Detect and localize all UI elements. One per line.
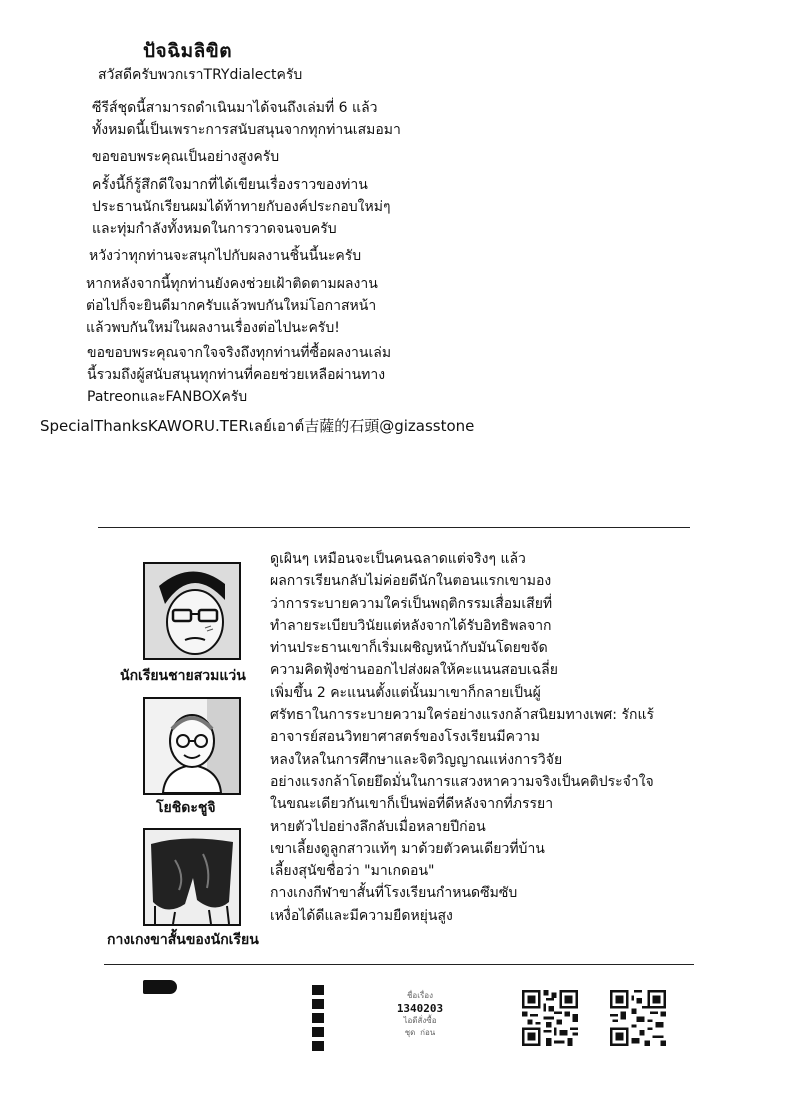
glasses-student-portrait-icon [143,562,241,660]
catalog-stamp: ชื่อเรื่อง 1340203 ไอดีสั่งซื้อ ชุด ก่อน [396,991,444,1037]
letter-paragraph-supporters: ขอขอบพระคุณจากใจจริงถึงทุกท่านที่ซื้อผลงานเล่ม นี้รวมถึงผู้สนับสนุนทุกท่านที่คอยช่วยเหลือผ่านทาง PatreonและFANBOXครับ [87,345,392,405]
redacted-mark [143,980,177,994]
section-divider-bottom [104,964,694,965]
character-caption: นักเรียนชายสวมแว่น [120,668,246,684]
letter-paragraph-story: ครั้งนี้ก็รู้สึกดีใจมากที่ได้เขียนเรื่องราวของท่าน ประธานนักเรียนผมได้ท้าทายกับองค์ประกอบใหม่ๆ และทุ่มกำลังทั้งหมดในการวาดจนจบครับ [92,177,391,237]
character-caption: กางเกงขาสั้นของนักเรียน [107,932,259,948]
letter-paragraph-gratitude: ขอขอบพระคุณเป็นอย่างสูงครับ [92,149,280,165]
vertical-barcode-icon [312,985,324,1055]
letter-paragraph-enjoy: หวังว่าทุกท่านจะสนุกไปกับผลงานชิ้นนี้นะครับ [89,248,362,264]
special-thanks-credit: SpecialThanksKAWORU.TERเลย์เอาต์吉薩的石頭@gizasstone [40,417,475,435]
qr-code-icon[interactable] [522,990,578,1046]
section-divider-top [98,527,690,528]
old-teacher-portrait-icon [143,697,241,795]
letter-greeting: สวัสดีครับพวกเราTRYdialectครับ [98,67,303,83]
character-description: ดูเผินๆ เหมือนจะเป็นคนฉลาดแต่จริงๆ แล้ว ผลการเรียนกลับไม่ค่อยดีนักในตอนแรกเขามอง ว่าการระบายความใคร่เป็นพฤติกรรมเสื่อมเสียที่ ทำลายระเบียบวินัยแต่หลังจากได้รับอิทธิพลจาก ท่านประธานเขาก็เริ่มเผชิญหน้ากับมันโดยขจัด ความคิดฟุ้งซ่านออกไปส่งผลให้คะแนนสอบเฉลี่ย เพิ่มขึ้น 2 คะแนนตั้งแต่นั้นมาเขาก็กลายเป็นผู้ ศรัทธาในการระบายความใคร่อย่างแรงกล้าสนิยมทางเพศ: รักแร้ อาจารย์สอนวิทยาศาสตร์ของโรงเรียนมีความ หลงใหลในการศึกษาและจิตวิญญาณแห่งการวิจัย อย่างแรงกล้าโดยยึดมั่นในการแสวงหาความจริงเป็นคติประจำใจ ในขณะเดียวกันเขาก็เป็นพ่อที่ดีหลังจากที่ภรรยา หายตัวไปอย่างลึกลับเมื่อหลายปีก่อน เขาเลี้ยงดูลูกสาวแท้ๆ มาด้วยตัวคนเดียวที่บ้าน เลี้ยงสุนัขชื่อว่า "มาเกดอน" กางเกงกีฬาขาสั้นที่โรงเรียนกำหนดซึมซับ เหงื่อได้ดีและมีความยืดหยุ่นสูง [270,551,655,924]
letter-paragraph-series: ซีรีส์ชุดนี้สามารถดำเนินมาได้จนถึงเล่มที่ 6 แล้ว ทั้งหมดนี้เป็นเพราะการสนับสนุนจากทุกท่านเสมอมา [92,100,401,138]
character-caption: โยชิดะชูจิ [156,800,216,816]
letter-paragraph-follow: หากหลังจากนี้ทุกท่านยังคงช่วยเฝ้าติดตามผลงาน ต่อไปก็จะยินดีมากครับแล้วพบกันใหม่โอกาสหน้า แล้วพบกันใหม่ในผลงานเรื่องต่อไปนะครับ! [86,276,378,336]
qr-code-icon[interactable] [610,990,666,1046]
page-title: ปัจฉิมลิขิต [143,40,233,62]
student-shorts-image-icon [143,828,241,926]
